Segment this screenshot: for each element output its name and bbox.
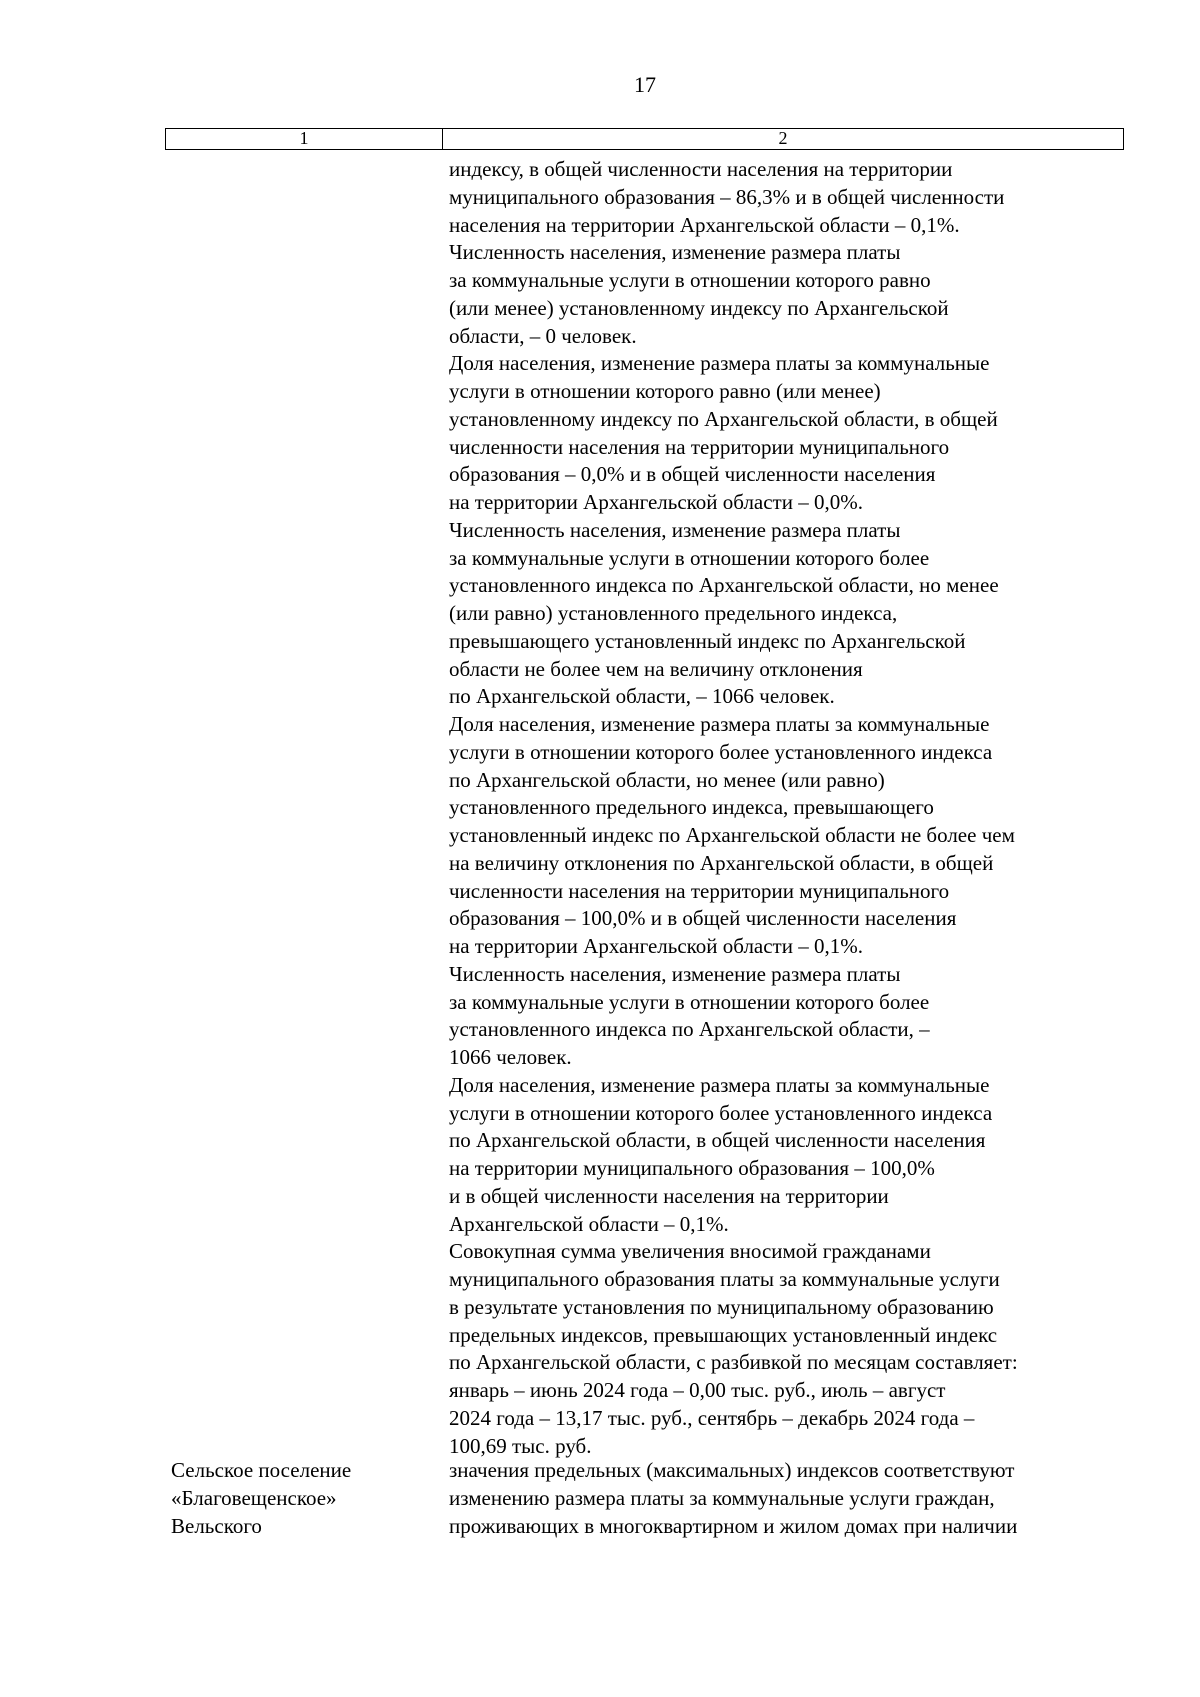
text-line: январь – июнь 2024 года – 0,00 тыс. руб., июль – август [449, 1378, 946, 1402]
text-line: установленного индекса по Архангельской области, – [449, 1017, 930, 1042]
text-line: по Архангельской области, в общей численности населения [449, 1128, 986, 1153]
text-line: Численность населения, изменение размера платы [449, 517, 901, 542]
text-line: услуги в отношении которого более установленного индекса [449, 739, 993, 764]
text-line: на территории муниципального образования – 100,0% [449, 1156, 935, 1180]
text-line: услуги в отношении которого более установленного индекса [449, 1100, 993, 1125]
text-line: установленного индекса по Архангельской области, но менее [449, 573, 999, 598]
text-line: за коммунальные услуги в отношении которого равно [449, 268, 931, 292]
text-line: Доля населения, изменение размера платы за коммунальные [449, 712, 990, 736]
table-header-row [165, 128, 1124, 150]
text-line: Доля населения, изменение размера платы за коммунальные [449, 1072, 990, 1097]
text-line: области, – 0 человек. [449, 323, 637, 348]
text-line: численности населения на территории муниципального [449, 434, 950, 459]
text-line: населения на территории Архангельской области – 0,1%. [449, 212, 960, 237]
municipality-name-line: Сельское поселение [171, 1458, 352, 1482]
text-line: индексу, в общей численности населения на территории [449, 157, 953, 181]
text-line: муниципального образования платы за коммунальные услуги [449, 1267, 1000, 1291]
municipality-name-line: Вельского [171, 1513, 262, 1538]
text-line: услуги в отношении которого равно (или менее) [449, 379, 881, 403]
text-line: образования – 0,0% и в общей численности населения [449, 462, 936, 487]
page-number: 17 [634, 72, 656, 97]
table-header-col-1: 1 [166, 129, 443, 149]
text-line: на территории Архангельской области – 0,1%. [449, 934, 863, 958]
text-line: в результате установления по муниципальному образованию [449, 1294, 994, 1319]
text-line: на величину отклонения по Архангельской области, в общей [449, 850, 994, 875]
text-line: значения предельных (максимальных) индексов соответствуют [449, 1458, 1015, 1482]
index-description-cell [449, 1457, 1129, 1540]
text-line: области не более чем на величину отклонения [449, 656, 863, 681]
text-line: 2024 года – 13,17 тыс. руб., сентябрь – декабрь 2024 года – [449, 1405, 975, 1430]
text-line: численности населения на территории муниципального [449, 878, 950, 903]
text-line: установленный индекс по Архангельской области не более чем [449, 823, 1015, 847]
text-line: 100,69 тыс. руб. [449, 1433, 592, 1458]
text-line: Архангельской области – 0,1%. [449, 1211, 729, 1236]
table-header-col-2: 2 [778, 128, 788, 148]
municipality-name-cell [171, 1457, 441, 1540]
text-line: установленного предельного индекса, превышающего [449, 795, 934, 820]
text-line: образования – 100,0% и в общей численности населения [449, 906, 957, 931]
text-line: Совокупная сумма увеличения вносимой гражданами [449, 1239, 931, 1264]
text-line: по Архангельской области, с разбивкой по месяцам составляет: [449, 1350, 1018, 1375]
text-line: и в общей численности населения на территории [449, 1183, 889, 1208]
text-line: (или равно) установленного предельного индекса, [449, 601, 898, 625]
continued-cell-text [449, 156, 1129, 1460]
text-line: за коммунальные услуги в отношении которого более [449, 545, 930, 570]
text-line: за коммунальные услуги в отношении которого более [449, 989, 930, 1014]
text-line: (или менее) установленному индексу по Архангельской [449, 295, 949, 320]
text-line: 1066 человек. [449, 1045, 572, 1069]
text-line: по Архангельской области, – 1066 человек. [449, 684, 835, 709]
text-line: муниципального образования – 86,3% и в общей численности [449, 184, 1005, 209]
text-line: на территории Архангельской области – 0,0%. [449, 490, 863, 514]
text-line: предельных индексов, превышающих установленный индекс [449, 1322, 998, 1347]
text-line: превышающего установленный индекс по Архангельской [449, 628, 966, 653]
text-line: Численность населения, изменение размера платы [449, 961, 901, 986]
text-line: Численность населения, изменение размера платы [449, 240, 901, 265]
text-line: по Архангельской области, но менее (или равно) [449, 767, 885, 792]
text-line: проживающих в многоквартирном и жилом домах при наличии [449, 1513, 1018, 1538]
municipality-name-line: «Благовещенское» [171, 1485, 337, 1510]
text-line: изменению размера платы за коммунальные услуги граждан, [449, 1485, 995, 1510]
text-line: Доля населения, изменение размера платы за коммунальные [449, 351, 990, 376]
text-line: установленному индексу по Архангельской области, в общей [449, 406, 998, 431]
